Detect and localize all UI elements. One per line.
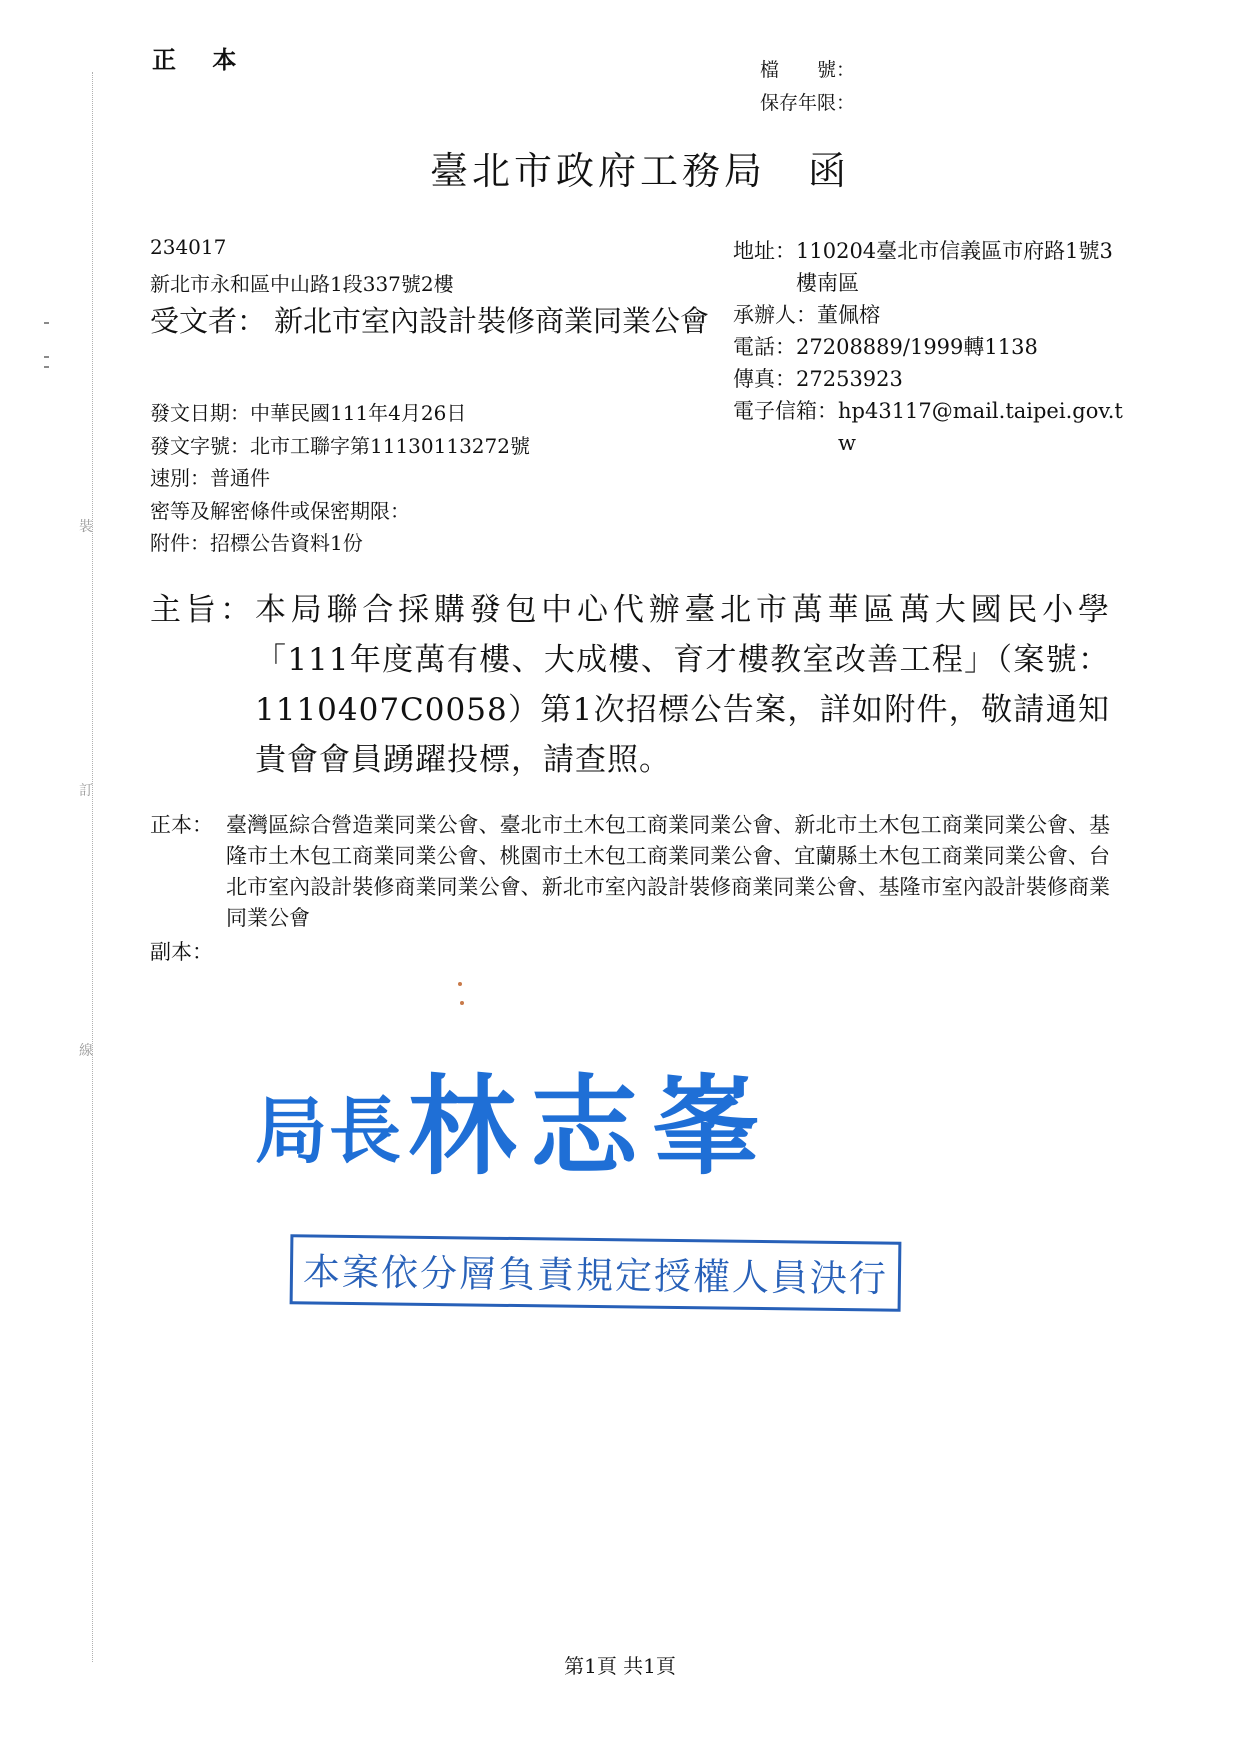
retention-label: 保存年限： xyxy=(760,92,856,114)
page-number: 第1頁 共1頁 xyxy=(564,1654,676,1678)
delivery-speed: 速別：普通件 xyxy=(150,466,270,490)
original-recipients-label: 正本： xyxy=(150,813,213,837)
file-number-label: 檔 號： xyxy=(760,59,856,81)
sender-contact-label: 承辦人： xyxy=(733,303,817,327)
sender-email-row xyxy=(733,395,1133,459)
subject xyxy=(150,585,1110,785)
document-title: 臺北市政府工務局 函 xyxy=(429,149,850,193)
attachment: 附件：招標公告資料1份 xyxy=(150,531,363,555)
document-number: 發文字號：北市工聯字第11130113272號 xyxy=(150,433,530,458)
binding-line xyxy=(92,72,93,1662)
binding-mark-line: 線 xyxy=(79,1043,93,1059)
sender-address-row xyxy=(733,235,1133,299)
sender-phone: 27208889/1999轉1138 xyxy=(796,335,1038,359)
authorization-stamp: 本案依分層負責規定授權人員決行 xyxy=(290,1234,902,1311)
binding-mark-bind: 裝 xyxy=(79,519,93,535)
sender-fax-label: 傳真： xyxy=(733,367,796,391)
sender-phone-label: 電話： xyxy=(733,335,796,359)
recipient-label: 受文者： xyxy=(150,304,267,338)
sender-info xyxy=(733,235,1133,459)
sender-address-label: 地址： xyxy=(733,239,796,263)
distribution-original xyxy=(150,810,1110,934)
sender-contact: 董佩榕 xyxy=(817,303,880,327)
director-signature-stamp xyxy=(255,1040,774,1195)
secrecy-level: 密等及解密條件或保密期限： xyxy=(150,498,410,523)
recipient-name: 新北市室內設計裝修商業同業公會 xyxy=(274,304,710,338)
binding-punch-mark xyxy=(44,356,49,358)
issue-date: 發文日期：中華民國111年4月26日 xyxy=(150,401,467,425)
sender-email-label: 電子信箱： xyxy=(733,399,838,423)
binding-punch-mark xyxy=(44,366,49,368)
original-recipients: 臺灣區綜合營造業同業公會、臺北市土木包工商業同業公會、新北市土木包工商業同業公會、基隆市土木包工商業同業公會、桃園市土木包工商業同業公會、宜蘭縣土木包工商業同業公會、台北市室內設計裝修商業同業公會、新北市室內設計裝修商業同業公會、基隆市室內設計裝修商業同業公會 xyxy=(226,813,1110,930)
sender-phone-row xyxy=(733,331,1133,363)
copy-type: 正 本 xyxy=(152,45,251,74)
sender-fax: 27253923 xyxy=(796,367,903,391)
director-title: 局長 xyxy=(255,1089,404,1173)
ink-dot xyxy=(458,982,462,986)
sender-email: hp43117@mail.taipei.gov.tw xyxy=(838,399,1123,455)
subject-label: 主旨： xyxy=(150,592,255,628)
director-name: 林志峯 xyxy=(408,1065,775,1190)
binding-punch-mark xyxy=(44,322,49,324)
sender-contact-row xyxy=(733,299,1133,331)
ink-dot xyxy=(460,1001,464,1005)
recipient xyxy=(150,300,720,342)
copy-recipients-label: 副本： xyxy=(150,940,213,964)
sender-fax-row xyxy=(733,363,1133,395)
recipient-address: 新北市永和區中山路1段337號2樓 xyxy=(150,272,454,296)
file-info xyxy=(760,54,855,120)
recipient-zip: 234017 xyxy=(150,235,227,259)
subject-text: 本局聯合採購發包中心代辦臺北市萬華區萬大國民小學「111年度萬有樓、大成樓、育才樓教室改善工程」（案號：1110407C0058）第1次招標公告案，詳如附件，敬請通知貴會會員踴躍投標，請查照。 xyxy=(255,592,1110,778)
binding-mark-staple: 訂 xyxy=(79,783,93,799)
document-meta xyxy=(150,397,530,560)
sender-address: 110204臺北市信義區市府路1號3樓南區 xyxy=(796,239,1113,295)
